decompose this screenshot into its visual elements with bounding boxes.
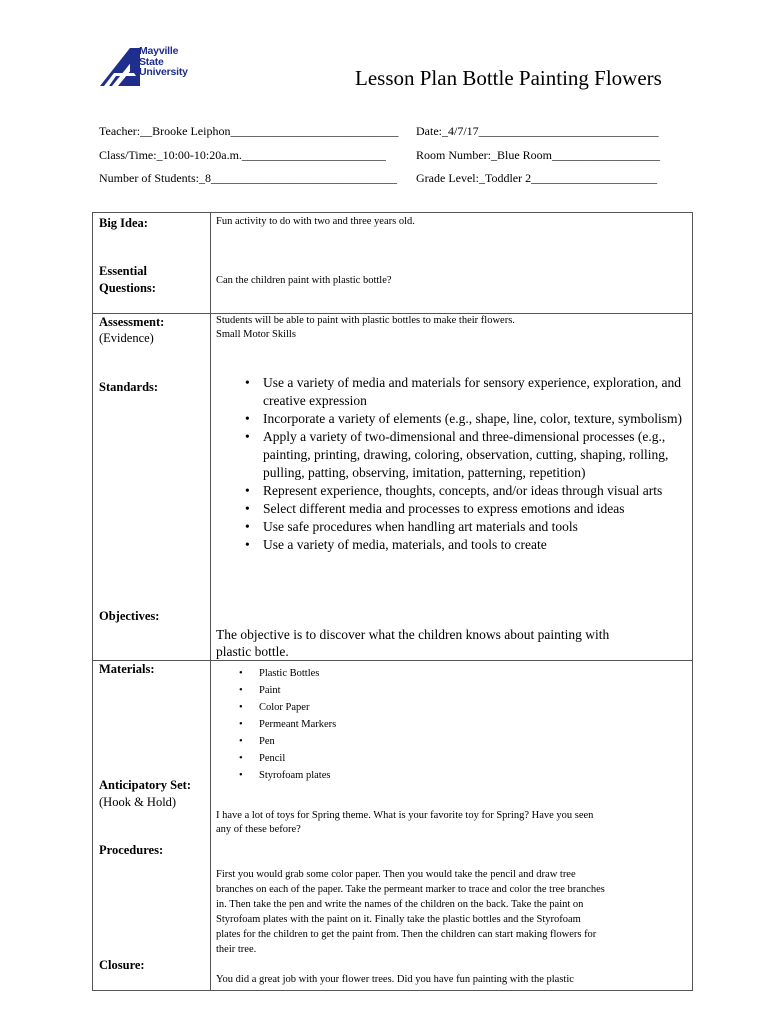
standards-label: Standards: [99, 380, 159, 394]
content-cell [211, 314, 693, 661]
label-cell [93, 661, 211, 991]
anticipatory-sub-label: (Hook & Hold) [99, 795, 177, 809]
assessment-label: Assessment: [99, 315, 165, 329]
list-item: • Pen [239, 733, 336, 750]
procedures-text [216, 867, 693, 957]
anticipatory-line-2: any of these before? [216, 824, 301, 835]
list-item: • Use safe procedures when handling art materials and tools [245, 518, 685, 536]
table-row [93, 213, 693, 314]
list-item: • Permeant Markers [239, 716, 336, 733]
procedures-line: Styrofoam plates with the paint on it. Finally take the plastic bottles and the Styrofoam [216, 914, 581, 925]
procedures-line: plates for the children to get the paint from. Then the children can start making flowers for [216, 929, 597, 940]
anticipatory-line-1: I have a lot of toys for Spring theme. What is your favorite toy for Spring? Have you seen [216, 810, 594, 821]
teacher-field: Teacher:__Brooke Leiphon____________________________ [99, 124, 399, 138]
label-cell [93, 314, 211, 661]
class-time-field: Class/Time:_10:00-10:20a.m.________________________ [99, 148, 386, 162]
essential-label-2: Questions: [99, 281, 156, 295]
big-idea-label: Big Idea: [99, 216, 148, 230]
essential-question-text: Can the children paint with plastic bottle? [216, 275, 392, 286]
list-item: • Incorporate a variety of elements (e.g., shape, line, color, texture, symbolism) [245, 410, 685, 428]
date-field: Date:_4/7/17______________________________ [416, 124, 659, 138]
logo-line-3: University [139, 66, 188, 78]
grade-level-field: Grade Level:_Toddler 2_____________________ [416, 171, 658, 185]
list-item: • Represent experience, thoughts, concepts, and/or ideas through visual arts [245, 482, 685, 500]
label-cell [93, 213, 211, 314]
logo-wordmark [139, 46, 188, 78]
list-item: • Select different media and processes to express emotions and ideas [245, 500, 685, 518]
procedures-line: their tree. [216, 944, 257, 955]
list-item: • Paint [239, 682, 336, 699]
list-item: • Apply a variety of two-dimensional and three-dimensional processes (e.g., painting, printing, drawing, coloring, observation, cutting, shaping, rolling, pulling, patting, observing, imitation, patterning, repetition) [245, 428, 685, 482]
materials-label: Materials: [99, 662, 155, 676]
assessment-sub-label: (Evidence) [99, 331, 154, 345]
objective-line-2: plastic bottle. [216, 644, 289, 659]
list-item: • Color Paper [239, 699, 336, 716]
room-number-field: Room Number:_Blue Room__________________ [416, 148, 660, 162]
lesson-plan-table [92, 212, 693, 991]
materials-list [239, 665, 336, 784]
content-cell [211, 213, 693, 314]
assessment-line-1: Students will be able to paint with plastic bottles to make their flowers. [216, 315, 515, 326]
list-item: • Use a variety of media, materials, and tools to create [245, 536, 685, 554]
assessment-line-2: Small Motor Skills [216, 329, 296, 340]
standards-list [245, 374, 685, 554]
big-idea-text: Fun activity to do with two and three years old. [216, 216, 415, 227]
closure-label: Closure: [99, 958, 145, 972]
table-row [93, 661, 693, 991]
logo-line-2: State [139, 55, 164, 68]
anticipatory-label: Anticipatory Set: [99, 778, 191, 792]
page-title: Lesson Plan Bottle Painting Flowers [355, 66, 662, 90]
list-item: • Use a variety of media and materials for sensory experience, exploration, and creative expression [245, 374, 685, 410]
objective-line-1: The objective is to discover what the children knows about painting with [216, 627, 610, 642]
content-cell [211, 661, 693, 991]
essential-label-1: Essential [99, 264, 147, 278]
logo-line-1: Mayville [139, 45, 179, 57]
list-item: • Pencil [239, 750, 336, 767]
table-row [93, 314, 693, 661]
procedures-line: First you would grab some color paper. Then you would take the pencil and draw tree [216, 869, 576, 880]
closure-line-1: You did a great job with your flower trees. Did you have fun painting with the plastic [216, 974, 574, 985]
procedures-line: branches on each of the paper. Take the permeant marker to trace and color the tree branches [216, 884, 605, 895]
objectives-label: Objectives: [99, 609, 160, 623]
list-item: • Plastic Bottles [239, 665, 336, 682]
procedures-label: Procedures: [99, 843, 164, 857]
list-item: • Styrofoam plates [239, 767, 336, 784]
procedures-line: in. Then take the pen and write the names of the children on the back. Take the paint on [216, 899, 584, 910]
students-field: Number of Students:_8_______________________________ [99, 171, 397, 185]
